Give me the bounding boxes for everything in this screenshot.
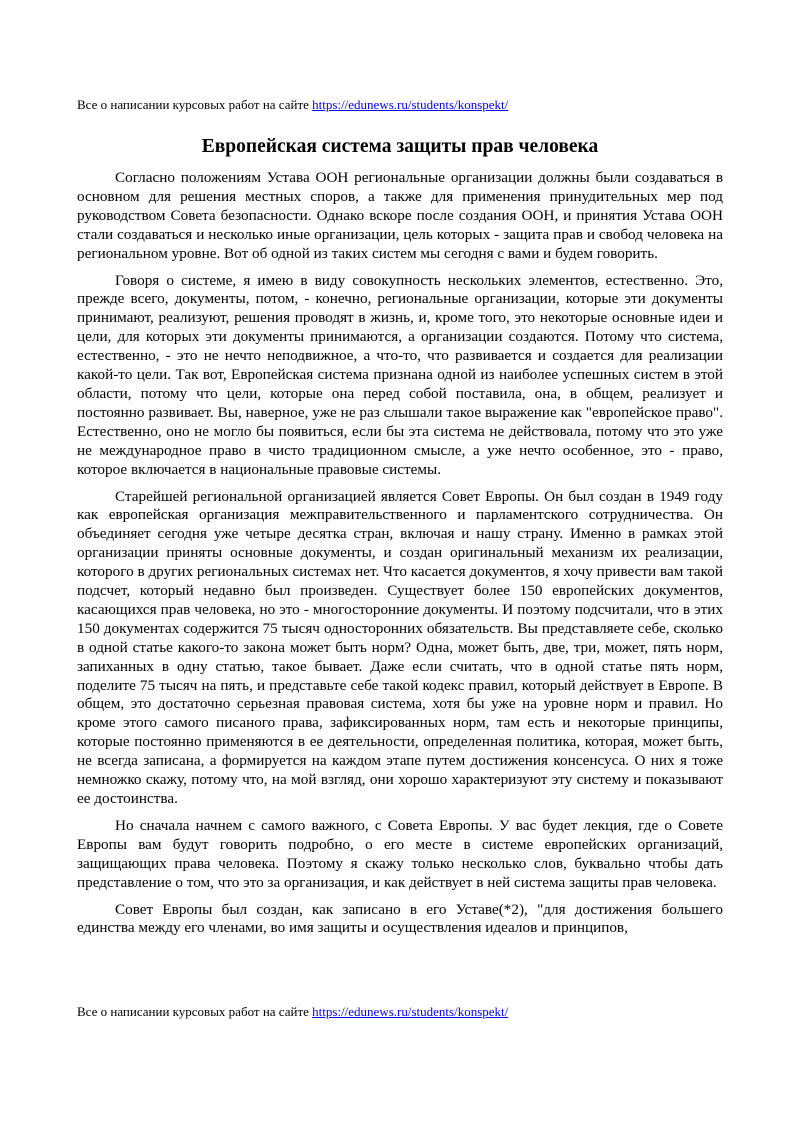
header-text: Все о написании курсовых работ на сайте (77, 97, 313, 112)
footer-link[interactable]: https://edunews.ru/students/konspekt/ (312, 1004, 509, 1019)
document-body (77, 169, 723, 938)
paragraph-4: Но сначала начнем с самого важного, с Совета Европы. У вас будет лекция, где о Совете Европы вам будут говорить подробно, о его месте в системе европейских организаций, защищающих права человека. Поэтому я скажу только несколько слов, буквально чтобы дать представление о том, что это за организация, и как действует в ней система защиты прав человека. (77, 816, 723, 891)
document-title: Европейская система защиты прав человека (201, 136, 599, 157)
header-link[interactable]: https://edunews.ru/students/konspekt/ (312, 97, 509, 112)
paragraph-5: Совет Европы был создан, как записано в его Уставе(*2), "для достижения большего единства между его членами, во имя защиты и осуществления идеалов и принципов, (77, 900, 723, 937)
paragraph-1: Согласно положениям Устава ООН региональные организации должны были создаваться в основном для решения местных споров, а также для применения принудительных мер под руководством Совета безопасности. Однако вскоре после создания ООН, и принятия Устава ООН стали создаваться и несколько иные организации, цель которых - защита прав и свобод человека на региональном уровне. Вот об одной из таких систем мы сегодня с вами и будем говорить. (77, 169, 723, 262)
page-footer (77, 1004, 508, 1020)
footer-text: Все о написании курсовых работ на сайте (77, 1004, 313, 1019)
paragraph-2: Говоря о системе, я имею в виду совокупность нескольких элементов, естественно. Это, прежде всего, документы, потом, - конечно, региональные организации, которые эти документы принимают, реализуют, решения проводят в жизнь, и, кроме того, это некоторые основные идеи и цели, для которых эти документы принимаются, а организации создаются. Потому что система, естественно, - это не нечто неподвижное, а что-то, что развивается и создается для реализации какой-то цели. Так вот, Европейская система признана одной из наиболее успешных систем в этой области, потому что цели, которые она перед собой поставила, она, в общем, реализует и постоянно развивает. Вы, наверное, уже не раз слышали такое выражение как "европейское право". Естественно, оно не могло бы появиться, если бы эта система не действовала, потому что это уже не международное право в чисто традиционном смысле, а уже нечто особенное, это - право, которое включается в национальные правовые системы. (77, 271, 723, 478)
paragraph-3: Старейшей региональной организацией является Совет Европы. Он был создан в 1949 году как европейская организация межправительственного и парламентского сотрудничества. Он объединяет сегодня уже четыре десятка стран, включая и нашу страну. Именно в рамках этой организации приняты основные документы, и создан оригинальный механизм их реализации, которого в других региональных системах нет. Что касается документов, я хочу привести вам такой подсчет, который недавно был произведен. Существует более 150 европейских документов, касающихся прав человека, но это - многосторонние документы. И поэтому подсчитали, что в этих 150 документах содержится 75 тысяч односторонних обязательств. Вы представляете себе, сколько в одной статье какого-то закона может быть норм? Одна, может быть, две, три, может, пять норм, запиханных в одну статью, такое бывает. Даже если считать, что в одной статье пять норм, поделите 75 тысяч на пять, и представьте себе такой кодекс правил, который действует в Европе. В общем, это достаточно серьезная правовая система, хотя бы уже на уровне норм и правил. Но кроме этого самого писаного права, зафиксированных норм, там есть и некоторые принципы, которые постоянно применяются в ее деятельности, определенная политика, которая, может быть, не всегда записана, а формируется на каждом этапе путем достижения консенсуса. О них я тоже немножко скажу, потому что, на мой взгляд, они хорошо характеризуют эту систему и показывают ее достоинства. (77, 487, 723, 807)
page-header (77, 97, 508, 113)
